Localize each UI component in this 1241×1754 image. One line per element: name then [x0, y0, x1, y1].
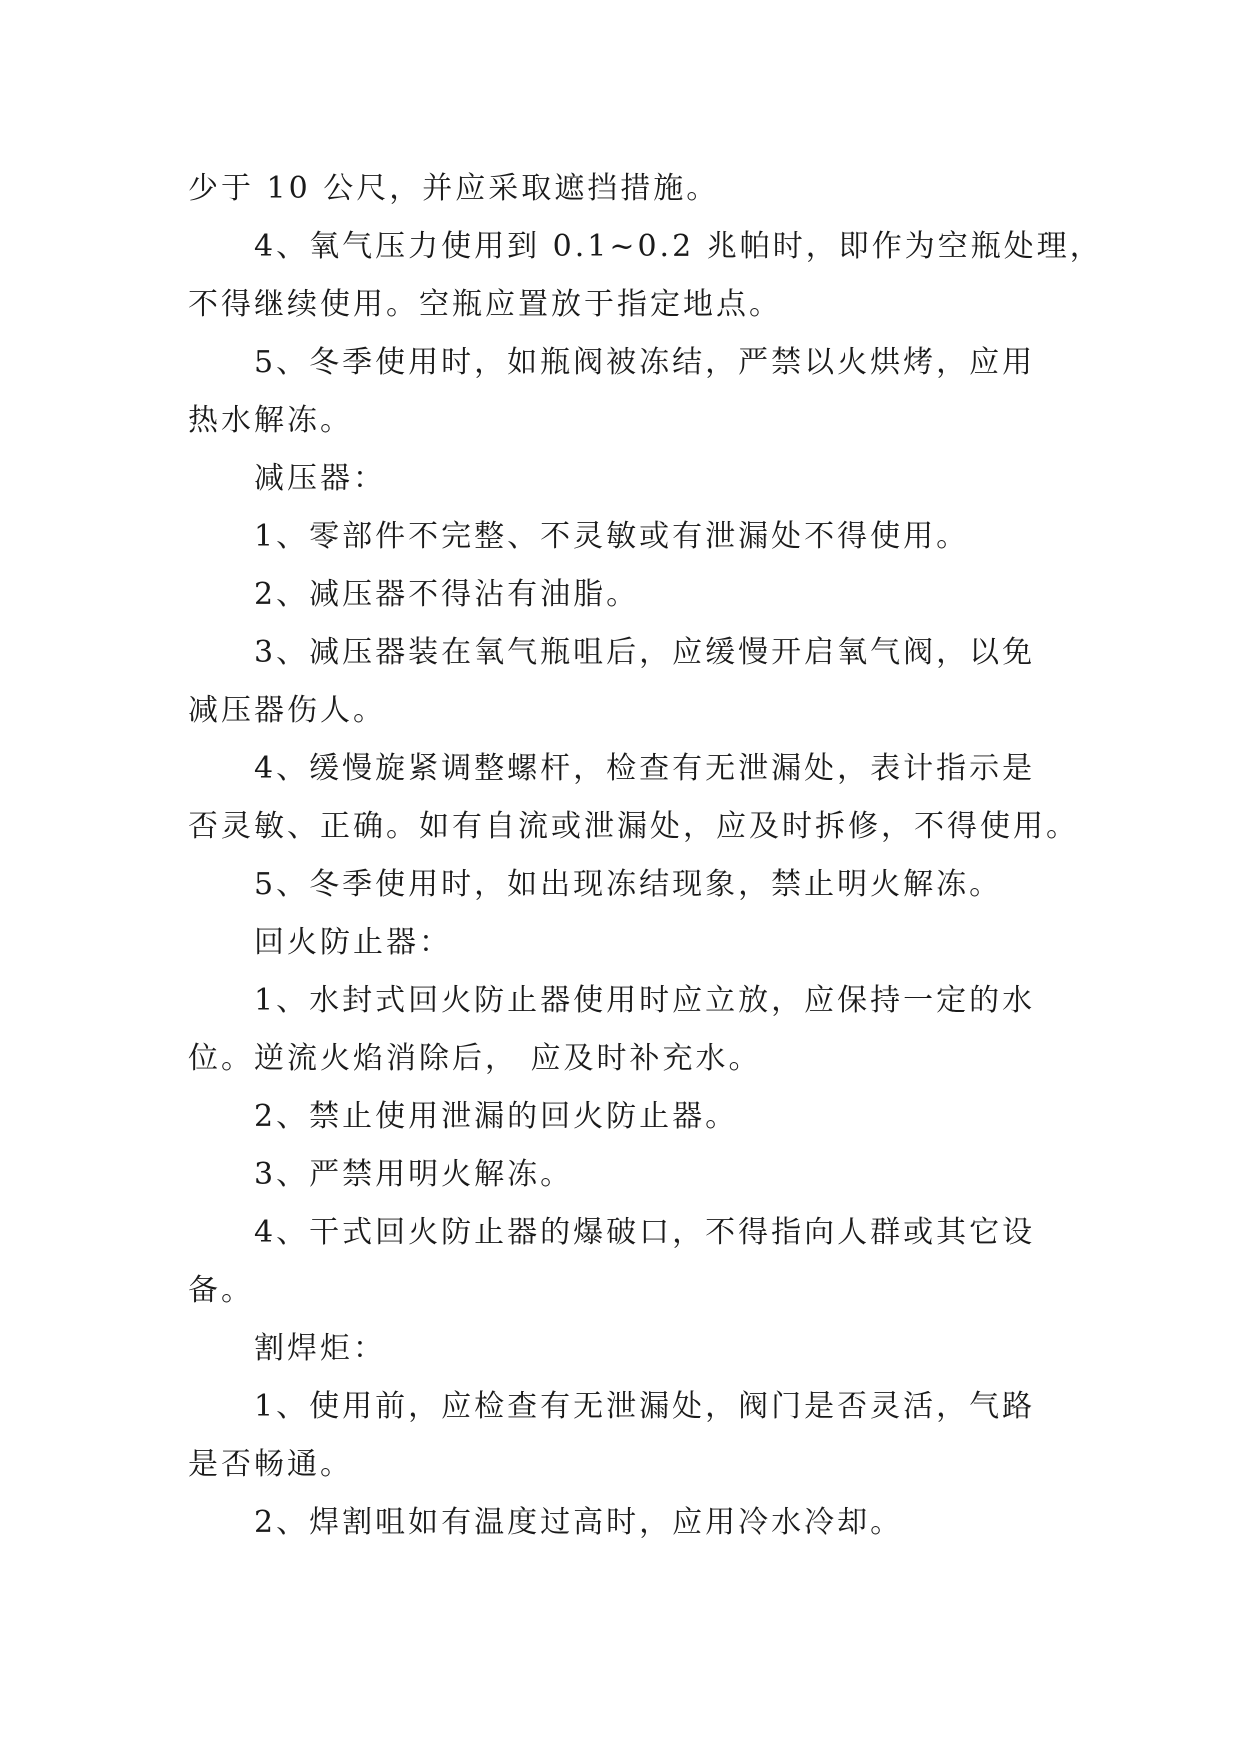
- text-line: 3、减压器装在氧气瓶咀后，应缓慢开启氧气阀，以免: [254, 635, 1036, 670]
- paragraph: [188, 160, 1068, 218]
- text-line: 4、缓慢旋紧调整螺杆，检查有无泄漏处，表计指示是: [254, 751, 1036, 786]
- text-line: 2、减压器不得沾有油脂。: [254, 577, 640, 612]
- paragraph: [188, 856, 1068, 914]
- text-line: 5、冬季使用时，如出现冻结现象，禁止明火解冻。: [254, 867, 1003, 902]
- text-line: 回火防止器：: [254, 925, 452, 960]
- section-heading: [188, 914, 1068, 972]
- text-line: 少于 10 公尺，并应采取遮挡措施。: [188, 171, 720, 206]
- text-line: 1、水封式回火防止器使用时应立放，应保持一定的水: [254, 983, 1036, 1018]
- document-body: [188, 160, 1103, 1552]
- text-line: 2、焊割咀如有温度过高时，应用冷水冷却。: [254, 1505, 904, 1540]
- text-line: 不得继续使用。空瓶应置放于指定地点。: [188, 287, 782, 322]
- paragraph: [188, 740, 1079, 856]
- paragraph: [188, 624, 1068, 740]
- text-line: 3、严禁用明火解冻。: [254, 1157, 574, 1192]
- text-line: 是否畅通。: [188, 1447, 353, 1482]
- paragraph: [188, 1146, 1068, 1204]
- text-line: 2、禁止使用泄漏的回火防止器。: [254, 1099, 739, 1134]
- text-line: 热水解冻。: [188, 403, 353, 438]
- paragraph: [188, 1088, 1068, 1146]
- text-line: 1、零部件不完整、不灵敏或有泄漏处不得使用。: [254, 519, 970, 554]
- paragraph: [188, 566, 1068, 624]
- paragraph: [188, 1494, 1068, 1552]
- text-line: 1、使用前，应检查有无泄漏处，阀门是否灵活，气路: [254, 1389, 1036, 1424]
- text-line: 4、氧气压力使用到 0.1~0.2 兆帕时，即作为空瓶处理，: [254, 229, 1103, 264]
- paragraph: [188, 508, 1068, 566]
- paragraph: [188, 334, 1068, 450]
- text-line: 位。逆流火焰消除后， 应及时补充水。: [188, 1041, 762, 1076]
- text-line: 减压器：: [254, 461, 386, 496]
- text-line: 备。: [188, 1273, 254, 1308]
- paragraph: [188, 1204, 1068, 1320]
- section-heading: [188, 450, 1068, 508]
- text-line: 割焊炬：: [254, 1331, 386, 1366]
- section-heading: [188, 1320, 1068, 1378]
- paragraph: [188, 972, 1068, 1088]
- paragraph: [188, 1378, 1068, 1494]
- paragraph: [188, 218, 1103, 334]
- text-line: 减压器伤人。: [188, 693, 386, 728]
- text-line: 否灵敏、正确。如有自流或泄漏处，应及时拆修，不得使用。: [188, 809, 1079, 844]
- text-line: 4、干式回火防止器的爆破口，不得指向人群或其它设: [254, 1215, 1036, 1250]
- text-line: 5、冬季使用时，如瓶阀被冻结，严禁以火烘烤，应用: [254, 345, 1036, 380]
